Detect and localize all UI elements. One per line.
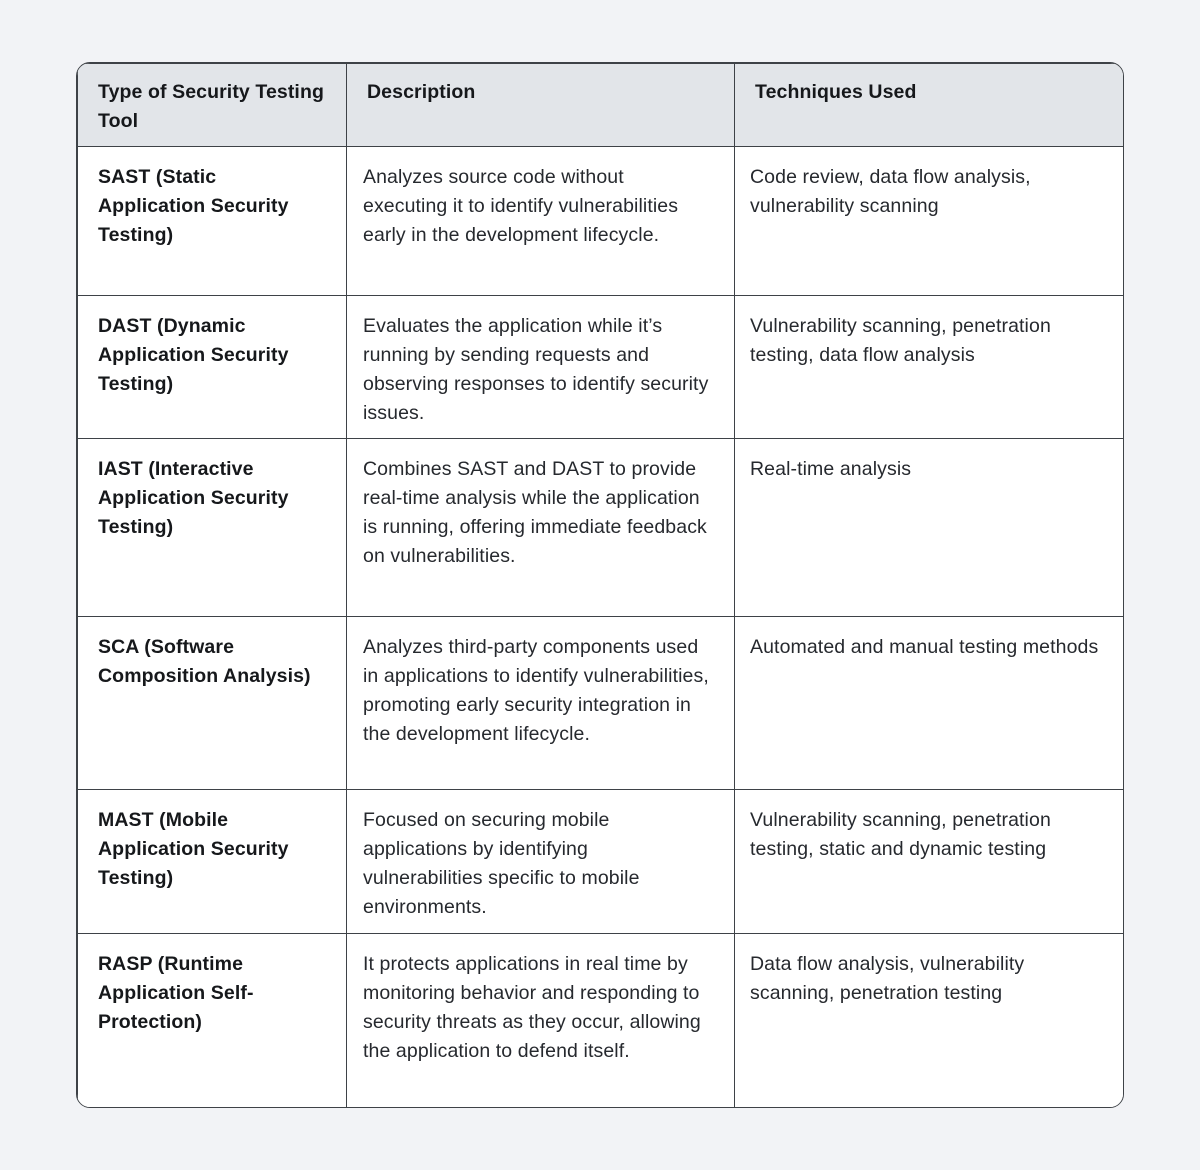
- techniques-cell: Real-time analysis: [735, 439, 1125, 617]
- tool-name-cell: RASP (Runtime Application Self-Protection): [78, 934, 347, 1109]
- tool-name-cell: DAST (Dynamic Application Security Testing): [78, 296, 347, 439]
- table-row-sast: [78, 147, 1125, 296]
- description-cell: Analyzes source code without executing it to identify vulnerabilities early in the development lifecycle.: [347, 147, 735, 296]
- table-header-row: [78, 64, 1125, 147]
- tool-name-cell: IAST (Interactive Application Security Testing): [78, 439, 347, 617]
- description-cell: Analyzes third-party components used in applications to identify vulnerabilities, promoting early security integration in the development lifecycle.: [347, 617, 735, 790]
- table-row-sca: [78, 617, 1125, 790]
- description-cell: Focused on securing mobile applications by identifying vulnerabilities specific to mobile environments.: [347, 790, 735, 934]
- table-row-rasp: [78, 934, 1125, 1109]
- tool-name-cell: SCA (Software Composition Analysis): [78, 617, 347, 790]
- description-cell: It protects applications in real time by monitoring behavior and responding to security threats as they occur, allowing the application to defend itself.: [347, 934, 735, 1109]
- security-testing-tools-table: [77, 63, 1124, 1108]
- techniques-cell: Data flow analysis, vulnerability scanning, penetration testing: [735, 934, 1125, 1109]
- tool-name-cell: MAST (Mobile Application Security Testing): [78, 790, 347, 934]
- header-techniques: Techniques Used: [735, 64, 1125, 147]
- techniques-cell: Code review, data flow analysis, vulnerability scanning: [735, 147, 1125, 296]
- techniques-cell: Vulnerability scanning, penetration testing, data flow analysis: [735, 296, 1125, 439]
- description-cell: Combines SAST and DAST to provide real-time analysis while the application is running, offering immediate feedback on vulnerabilities.: [347, 439, 735, 617]
- table-row-dast: [78, 296, 1125, 439]
- table-row-iast: [78, 439, 1125, 617]
- header-description: Description: [347, 64, 735, 147]
- header-tool-type: Type of Security Testing Tool: [78, 64, 347, 147]
- techniques-cell: Automated and manual testing methods: [735, 617, 1125, 790]
- tool-name-cell: SAST (Static Application Security Testing): [78, 147, 347, 296]
- techniques-cell: Vulnerability scanning, penetration testing, static and dynamic testing: [735, 790, 1125, 934]
- table-row-mast: [78, 790, 1125, 934]
- security-testing-table: [76, 62, 1124, 1108]
- description-cell: Evaluates the application while it’s running by sending requests and observing responses to identify security issues.: [347, 296, 735, 439]
